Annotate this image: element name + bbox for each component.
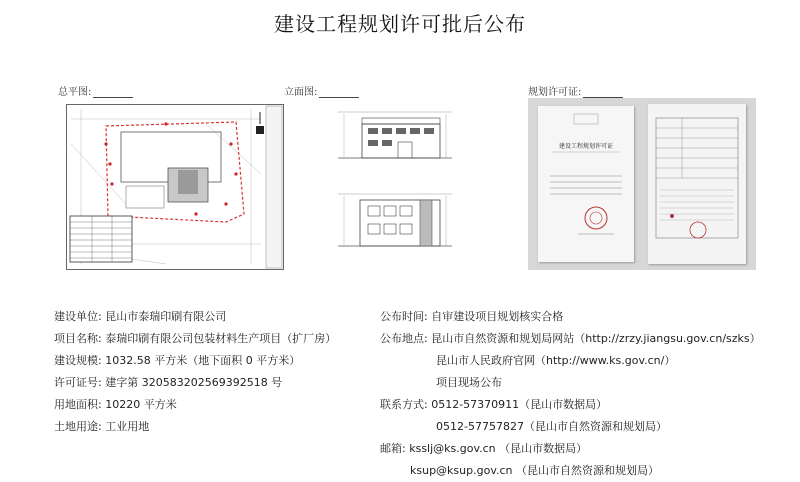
- place-onsite: 项目现场公布: [436, 376, 502, 389]
- land-use-value: 工业用地: [105, 420, 150, 433]
- contact-phone-2: 0512-57757827（昆山市自然资源和规划局）: [436, 420, 667, 433]
- time-label: 公布时间:: [380, 310, 428, 323]
- elevation-label: 立面图:: [284, 83, 359, 98]
- name-row: [54, 328, 336, 350]
- permit-label: 规划许可证:: [528, 83, 623, 98]
- unit-value: 昆山市泰瑞印刷有限公司: [105, 310, 227, 323]
- project-info: [54, 306, 336, 438]
- email-label: 邮箱:: [380, 442, 406, 455]
- time-value: 自审建设项目规划核实合格: [431, 310, 564, 323]
- permit-no-row: [54, 372, 336, 394]
- scale-row: [54, 350, 336, 372]
- permit-attachment: [648, 104, 746, 264]
- scale-label: 建设规模:: [54, 354, 102, 367]
- contact-label: 联系方式:: [380, 398, 428, 411]
- permit-no-value: 建字第 320583202569392518 号: [105, 376, 283, 389]
- unit-row: [54, 306, 336, 328]
- contact-row-2: [380, 416, 761, 438]
- land-area-label: 用地面积:: [54, 398, 102, 411]
- unit-label: 建设单位:: [54, 310, 102, 323]
- notice-info: [380, 306, 761, 482]
- name-value: 泰瑞印刷有限公司包装材料生产项目（扩厂房）: [105, 332, 337, 345]
- place-row-2: [380, 350, 761, 372]
- email-2[interactable]: ksup@ksup.gov.cn （昆山市自然资源和规划局）: [410, 464, 659, 477]
- page-title: 建设工程规划许可批后公布: [274, 12, 526, 36]
- email-1[interactable]: ksslj@ks.gov.cn （昆山市数据局）: [409, 442, 588, 455]
- permit-certificate: [538, 106, 634, 262]
- land-area-value: 10220 平方米: [105, 398, 177, 411]
- place-gov-link[interactable]: 昆山市人民政府官网（http://www.ks.gov.cn/）: [436, 354, 676, 367]
- contact-phone-1: 0512-57370911（昆山市数据局）: [431, 398, 608, 411]
- place-row: [380, 328, 761, 350]
- site-plan-drawing: [66, 104, 284, 270]
- place-row-3: [380, 372, 761, 394]
- scale-value: 1032.58 平方米（地下面积 0 平方米）: [105, 354, 301, 367]
- contact-row: [380, 394, 761, 416]
- permit-card-heading: 建设工程规划许可证: [558, 143, 614, 150]
- permit-no-label: 许可证号:: [54, 376, 102, 389]
- email-row-2: [380, 460, 761, 482]
- name-label: 项目名称:: [54, 332, 102, 345]
- place-website-link[interactable]: 昆山市自然资源和规划局网站（http://zrzy.jiangsu.gov.cn/szks）: [431, 332, 761, 345]
- site-plan-label: 总平图:: [58, 83, 133, 98]
- place-label: 公布地点:: [380, 332, 428, 345]
- land-use-label: 土地用途:: [54, 420, 102, 433]
- permit-photo: [528, 98, 756, 270]
- time-row: [380, 306, 761, 328]
- land-use-row: [54, 416, 336, 438]
- email-row: [380, 438, 761, 460]
- land-area-row: [54, 394, 336, 416]
- elevation-drawing: [336, 100, 454, 270]
